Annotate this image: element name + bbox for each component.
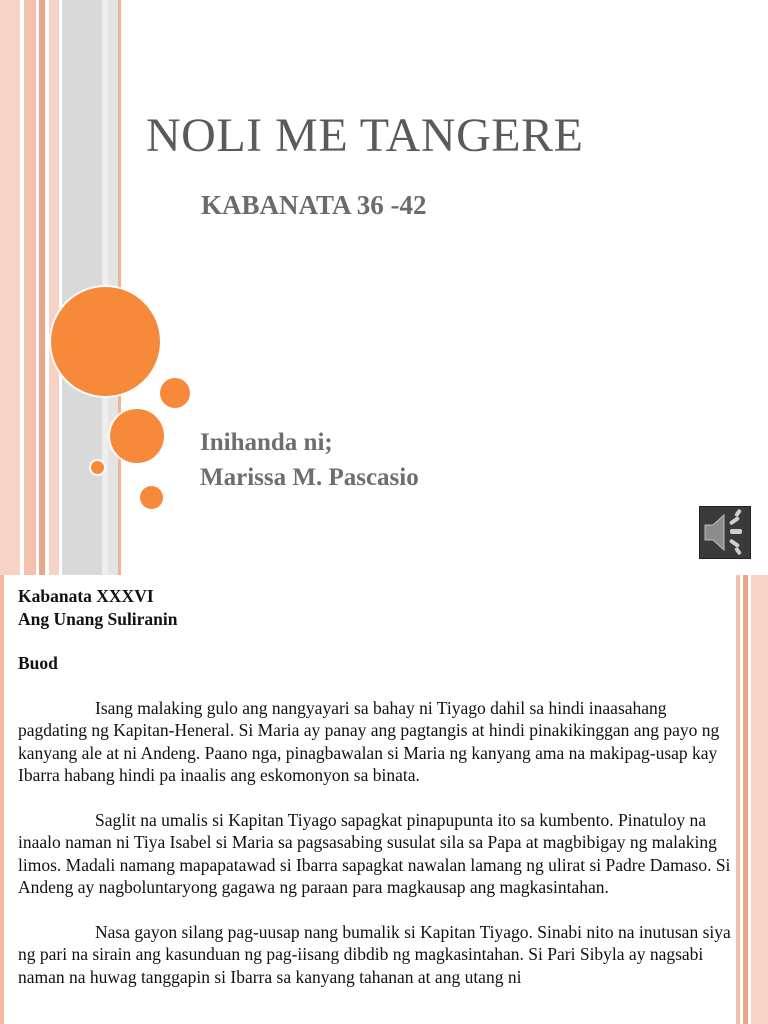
section-heading: Buod bbox=[18, 653, 58, 673]
page-left-edge bbox=[0, 575, 4, 1024]
slide-title: NOLI ME TANGERE bbox=[146, 109, 584, 162]
document-page bbox=[0, 575, 768, 1024]
decorative-circle-bottom bbox=[140, 486, 163, 509]
speaker-icon-graphic bbox=[700, 507, 750, 558]
chapter-number: Kabanata XXXVI bbox=[18, 586, 154, 606]
decorative-circle-tiny bbox=[91, 461, 104, 474]
decorative-right-stripes bbox=[736, 575, 768, 1024]
prepared-by-label: Inihanda ni; bbox=[200, 429, 333, 456]
paragraph-1: Isang malaking gulo ang nangyayari sa bahay ni Tiyago dahil sa hindi inaasahang pagdating ng Kapitan-Heneral. Si Maria ay panay ang pagtangis at hindi pinakikinggan ang payo ng kanyang ale at ni Andeng. Paano nga, pinagbawalan si Maria ng kanyang ama na makipag-usap kay Ibarra habang hindi pa inaalis ang eskomonyon sa binata. bbox=[18, 697, 720, 785]
decorative-circle-small bbox=[160, 378, 190, 408]
paragraph-3: Nasa gayon silang pag-uusap nang bumalik si Kapitan Tiyago. Sinabi nito na inutusan siya ng pari na sirain ang kasunduan ng pag-iisang dibdib ng magkasintahan. Si Pari Sibyla ay nagsabi naman na huwag tanggapin si Ibarra sa kanyang tahanan at ang utang ni bbox=[18, 921, 731, 987]
slide-subtitle: KABANATA 36 -42 bbox=[201, 190, 427, 220]
document-body bbox=[18, 585, 734, 988]
decorative-circle-large bbox=[51, 287, 160, 396]
chapter-title: Ang Unang Suliranin bbox=[18, 608, 178, 629]
paragraph-2: Saglit na umalis si Kapitan Tiyago sapagkat pinapupunta ito sa kumbento. Pinatuloy na inaalo naman ni Tiya Isabel si Maria sa pagsasabing susulat sila sa Papa at magbibigay ng malaking limos. Madali namang mapapatawad si Ibarra sapagkat nawalan lamang ng ulirat si Padre Damaso. Si Andeng ay nagboluntaryong gagawa ng paraan para magkausap ang magkasintahan. bbox=[18, 809, 731, 897]
decorative-circle-medium bbox=[110, 409, 164, 463]
author-name: Marissa M. Pascasio bbox=[200, 464, 419, 491]
speaker-icon[interactable] bbox=[699, 506, 751, 559]
prepared-by bbox=[200, 425, 419, 495]
